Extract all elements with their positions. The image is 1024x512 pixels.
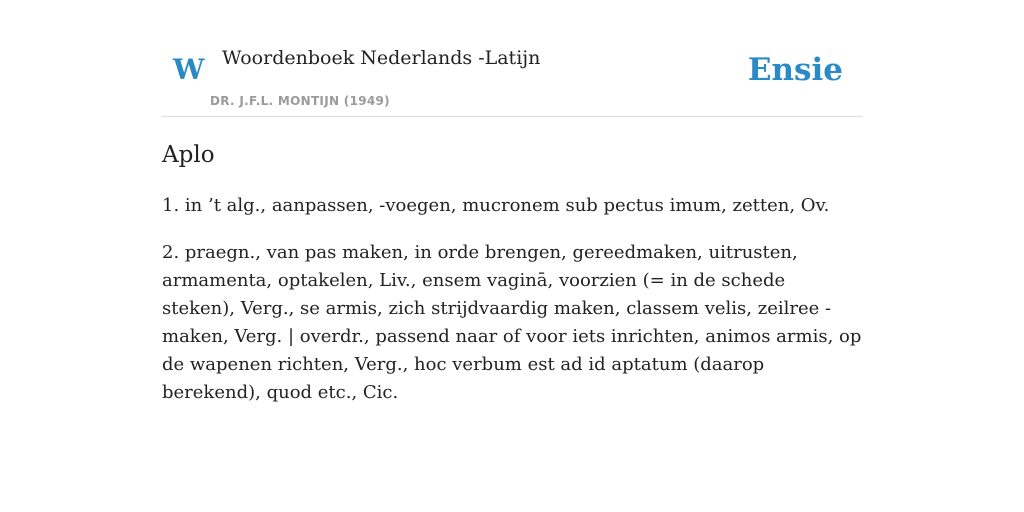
definition-1: 1. in ’t alg., aanpassen, -voegen, mucronem sub pectus imum, zetten, Ov. — [162, 195, 830, 216]
entry-title: Aplo — [162, 142, 215, 168]
definitions-list — [162, 192, 862, 426]
dictionary-header — [162, 0, 862, 117]
entry-card — [162, 0, 862, 403]
dictionary-logo-icon[interactable]: W — [173, 53, 205, 86]
ensie-logo-link[interactable]: Ensie — [747, 52, 843, 88]
definition-2: 2. praegn., van pas maken, in orde brengen, gereedmaken, uitrusten, armamenta, optakelen, Liv., ensem vaginā, voorzien (= in de schede steken), Verg., se armis, zich strijdvaardig maken, classem velis, zeilree -maken, Verg. | overdr., passend naar of voor iets inrichten, animos armis, op de wapenen richten, Verg., hoc verbum est ad id aptatum (daarop berekend), quod etc., Cic. — [162, 242, 862, 403]
dictionary-title-link[interactable]: Woordenboek Nederlands -Latijn — [222, 47, 541, 69]
dictionary-author: DR. J.F.L. MONTIJN (1949) — [210, 94, 390, 108]
